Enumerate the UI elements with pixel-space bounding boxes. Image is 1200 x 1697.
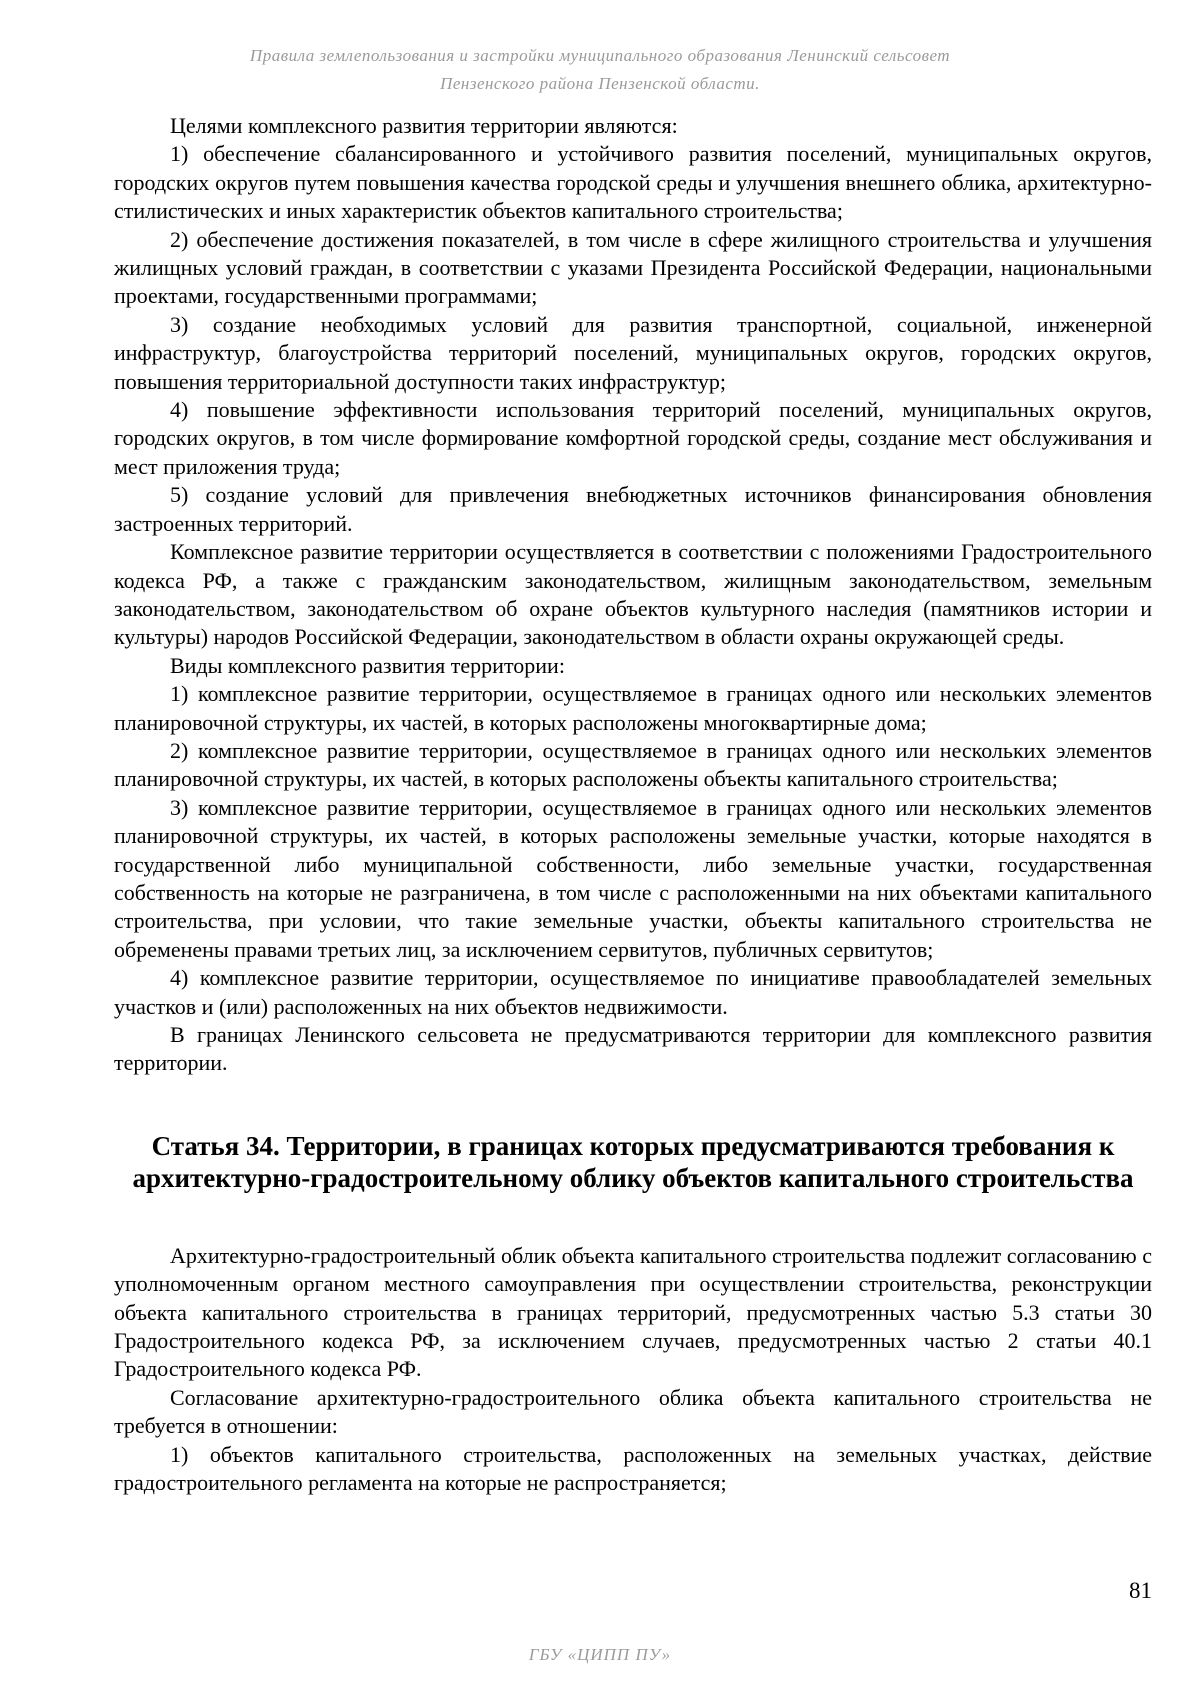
header-line-1: Правила землепользования и застройки муниципального образования Ленинский сельсовет <box>249 46 951 65</box>
list-item: 4) комплексное развитие территории, осуществляемое по инициативе правообладателей земельных участков и (или) расположенных на них объектов недвижимости. <box>114 965 1152 1019</box>
list-item: 2) обеспечение достижения показателей, в том числе в сфере жилищного строительства и улучшения жилищных условий граждан, в соответствии с указами Президента Российской Федерации, национальными проектами, государственными программами; <box>114 226 1152 309</box>
list-item: 1) объектов капитального строительства, расположенных на земельных участках, действие градостроительного регламента на которые не распространяется; <box>114 1441 1152 1496</box>
document-body <box>114 112 1152 1497</box>
paragraph: Согласование архитектурно-градостроительного облика объекта капитального строительства не требуется в отношении: <box>114 1384 1152 1439</box>
article-heading: Статья 34. Территории, в границах которых предусматриваются требования к архитектурно-градостроительному облику объектов капитального строительства <box>132 1130 1134 1193</box>
paragraph: Архитектурно-градостроительный облик объекта капитального строительства подлежит согласованию с уполномоченным органом местного самоуправления при осуществлении строительства, реконструкции объекта капитального строительства в границах территорий, предусмотренных частью 5.3 статьи 30 Градостроительного кодекса РФ, за исключением случаев, предусмотренных частью 2 статьи 40.1 Градостроительного кодекса РФ. <box>114 1242 1152 1382</box>
list-item: 1) обеспечение сбалансированного и устойчивого развития поселений, муниципальных округов, городских округов путем повышения качества городской среды и улучшения внешнего облика, архитектурно-стилистических и иных характеристик объектов капитального строительства; <box>114 141 1152 224</box>
list-item: 2) комплексное развитие территории, осуществляемое в границах одного или нескольких элементов планировочной структуры, их частей, в которых расположены объекты капитального строительства; <box>114 737 1152 792</box>
header-line-2: Пензенского района Пензенской области. <box>440 74 760 93</box>
footer-watermark: ГБУ «ЦИПП ПУ» <box>528 1645 672 1664</box>
paragraph: Целями комплексного развития территории являются: <box>170 113 678 138</box>
list-item: 3) создание необходимых условий для развития транспортной, социальной, инженерной инфраструктур, благоустройства территорий поселений, муниципальных округов, городских округов, повышения территориальной доступности таких инфраструктур; <box>114 311 1152 394</box>
paragraph: В границах Ленинского сельсовета не предусматриваются территории для комплексного развития территории. <box>114 1022 1152 1076</box>
running-header <box>150 42 1050 98</box>
list-item: 4) повышение эффективности использования территорий поселений, муниципальных округов, городских округов, в том числе формирование комфортной городской среды, создание мест обслуживания и мест приложения труда; <box>114 397 1152 479</box>
paragraph: Виды комплексного развития территории: <box>170 652 565 678</box>
list-item: 5) создание условий для привлечения внебюджетных источников финансирования обновления застроенных территорий. <box>114 482 1152 536</box>
page-number: 81 <box>1129 1578 1152 1603</box>
list-item: 3) комплексное развитие территории, осуществляемое в границах одного или нескольких элементов планировочной структуры, их частей, в которых расположены земельные участки, которые находятся в государственной либо муниципальной собственности, либо земельные участки, государственная собственность на которые не разграничена, в том числе с расположенными на них объектами капитального строительства, при условии, что такие земельные участки, объекты капитального строительства не обременены правами третьих лиц, за исключением сервитутов, публичных сервитутов; <box>114 794 1152 962</box>
list-item: 1) комплексное развитие территории, осуществляемое в границах одного или нескольких элементов планировочной структуры, их частей, в которых расположены многоквартирные дома; <box>114 681 1152 735</box>
paragraph: Комплексное развитие территории осуществляется в соответствии с положениями Градостроительного кодекса РФ, а также с гражданским законодательством, жилищным законодательством, земельным законодательством, законодательством об охране объектов культурного наследия (памятников истории и культуры) народов Российской Федерации, законодательством в области охраны окружающей среды. <box>114 539 1152 650</box>
